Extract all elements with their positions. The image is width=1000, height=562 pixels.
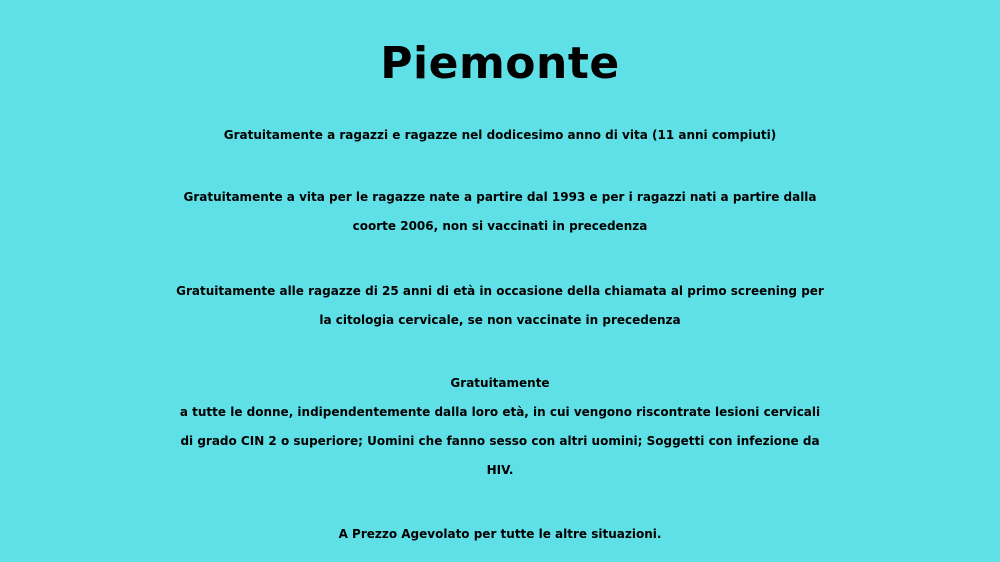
paragraph-line: di grado CIN 2 o superiore; Uomini che fanno sesso con altri uomini; Soggetti con infezione da <box>180 434 820 448</box>
paragraph-free-for-life <box>0 183 1000 241</box>
paragraph-line: a tutte le donne, indipendentemente dalla loro età, in cui vengono riscontrate lesioni cervicali <box>179 405 821 419</box>
paragraph-free-12-year-olds <box>0 121 1000 150</box>
paragraph-free-at-25-screening <box>0 277 1000 335</box>
slide-title: Piemonte <box>380 38 620 89</box>
paragraph-line: Gratuitamente <box>450 376 550 390</box>
paragraph-line: Gratuitamente a vita per le ragazze nate a partire dal 1993 e per i ragazzi nati a partire dalla <box>183 190 817 204</box>
paragraph-line: Gratuitamente alle ragazze di 25 anni di età in occasione della chiamata al primo screening per <box>176 284 824 298</box>
paragraph-line: Gratuitamente a ragazzi e ragazze nel dodicesimo anno di vita (11 anni compiuti) <box>223 128 777 142</box>
paragraph-line: la citologia cervicale, se non vaccinate in precedenza <box>319 313 681 327</box>
paragraph-line: HIV. <box>486 463 514 477</box>
paragraph-reduced-price <box>0 520 1000 549</box>
paragraph-line: coorte 2006, non si vaccinati in precedenza <box>352 219 648 233</box>
paragraph-free-risk-groups <box>0 369 1000 485</box>
paragraph-line: A Prezzo Agevolato per tutte le altre situazioni. <box>338 527 662 541</box>
